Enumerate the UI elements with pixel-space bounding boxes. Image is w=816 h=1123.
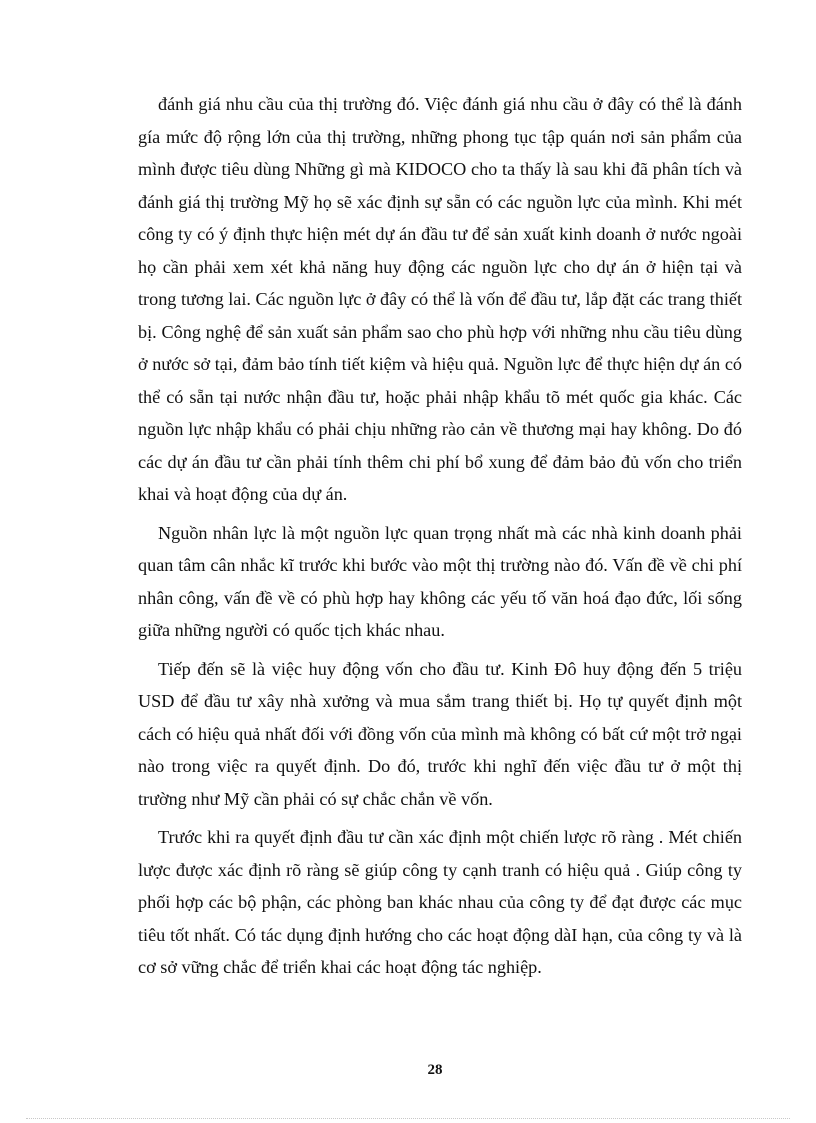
paragraph-market-assessment: đánh giá nhu cầu của thị trường đó. Việc đánh giá nhu cầu ở đây có thể là đánh gía mức độ rộng lớn của thị trường, những phong tục tập quán nơi sản phẩm của mình được tiêu dùng Những gì mà KIDOCO cho ta thấy là sau khi đã phân tích và đánh giá thị trường Mỹ họ sẽ xác định sự sẵn có các nguồn lực của mình. Khi mét công ty có ý định thực hiện mét dự án đầu tư để sản xuất kinh doanh ở nước ngoài họ cần phải xem xét khả năng huy động các nguồn lực cho dự án ở hiện tại và trong tương lai. Các nguồn lực ở đây có thể là vốn để đầu tư, lắp đặt các trang thiết bị. Công nghệ để sản xuất sản phẩm sao cho phù hợp với những nhu cầu tiêu dùng ở nước sở tại, đảm bảo tính tiết kiệm và hiệu quả. Nguồn lực để thực hiện dự án có thể có sẵn tại nước nhận đầu tư, hoặc phải nhập khẩu tõ mét quốc gia khác. Các nguồn lực nhập khẩu có phải chịu những rào cản về thương mại hay không. Do đó các dự án đầu tư cần phải tính thêm chi phí bổ xung để đảm bảo đủ vốn cho triển khai và hoạt động của dự án. — [138, 94, 742, 504]
page-bottom-border — [26, 1118, 790, 1119]
paragraph-strategy: Trước khi ra quyết định đầu tư cần xác định một chiến lược rõ ràng . Mét chiến lược được xác định rõ ràng sẽ giúp công ty cạnh tranh có hiệu quả . Giúp công ty phối hợp các bộ phận, các phòng ban khác nhau của công ty để đạt được các mục tiêu tốt nhất. Có tác dụng định hướng cho các hoạt động dàI hạn, của công ty và là cơ sở vững chắc để triển khai các hoạt động tác nghiệp. — [138, 827, 742, 977]
page-number: 28 — [427, 1062, 443, 1078]
paragraph-human-resources: Nguồn nhân lực là một nguồn lực quan trọng nhất mà các nhà kinh doanh phải quan tâm cân nhắc kĩ trước khi bước vào một thị trường nào đó. Vấn đề về chi phí nhân công, vấn đề về có phù hợp hay không các yếu tố văn hoá đạo đức, lối sống giữa những người có quốc tịch khác nhau. — [138, 522, 742, 640]
paragraph-capital-mobilization: Tiếp đến sẽ là việc huy động vốn cho đầu tư. Kinh Đô huy động đến 5 triệu USD để đầu tư xây nhà xưởng và mua sắm trang thiết bị. Họ tự quyết định một cách có hiệu quả nhất đối với đồng vốn của mình mà không có bất cứ một trở ngại nào trong việc ra quyết định. Do đó, trước khi nghĩ đến việc đầu tư ở một thị trường như Mỹ cần phải có sự chắc chắn về vốn. — [138, 658, 742, 809]
body-text — [138, 88, 742, 990]
